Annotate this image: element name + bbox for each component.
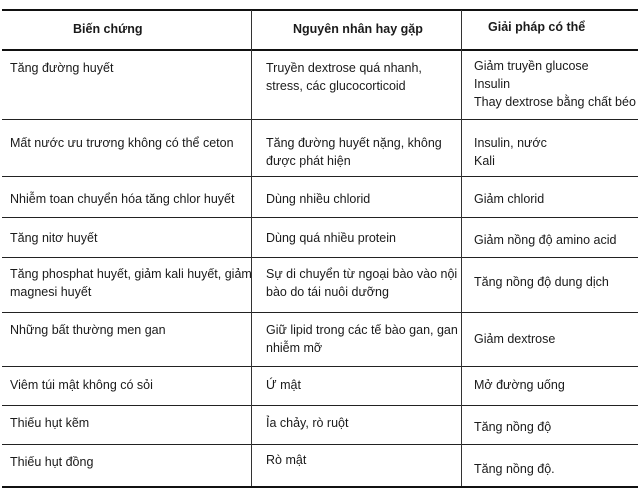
table-top-rule xyxy=(2,9,638,11)
cell-cause: Ỉa chảy, rò ruột xyxy=(266,416,349,430)
cell-solution: Giảm dextrose xyxy=(474,332,556,346)
cell-solution: Giảm nồng độ amino acid xyxy=(474,233,617,247)
cell-cause: Giữ lipid trong các tế bào gan, gan nhiễm mỡ xyxy=(266,323,458,355)
row-rule xyxy=(2,217,638,218)
cell-cause: Ứ mật xyxy=(266,378,301,392)
cell-solution: Giảm truyền glucose Insulin Thay dextrose bằng chất béo xyxy=(474,59,636,109)
cell-complication: Tăng nitơ huyết xyxy=(10,231,98,245)
row-rule xyxy=(2,312,638,313)
cell-cause: Dùng quá nhiều protein xyxy=(266,231,396,245)
cell-complication: Thiếu hụt đồng xyxy=(10,455,94,469)
row-rule xyxy=(2,444,638,445)
cell-complication: Mất nước ưu trương không có thể ceton xyxy=(10,136,234,150)
cell-solution: Mở đường uống xyxy=(474,378,565,392)
cell-cause: Sự di chuyển từ ngoại bào vào nội bào do tái nuôi dưỡng xyxy=(266,267,458,299)
cell-complication: Viêm túi mật không có sỏi xyxy=(10,378,153,392)
cell-cause: Dùng nhiều chlorid xyxy=(266,192,371,206)
header-solution: Giải pháp có thể xyxy=(488,20,586,34)
header-complication: Biến chứng xyxy=(73,22,143,36)
column-divider xyxy=(251,10,252,486)
cell-solution: Giảm chlorid xyxy=(474,192,545,206)
cell-solution: Tăng nồng độ dung dịch xyxy=(474,275,609,289)
cell-cause: Tăng đường huyết nặng, không được phát hiện xyxy=(266,136,442,168)
cell-cause: Truyền dextrose quá nhanh, stress, các glucocorticoid xyxy=(266,61,422,93)
row-rule xyxy=(2,257,638,258)
cell-complication: Những bất thường men gan xyxy=(10,323,166,337)
cell-solution: Tăng nồng độ xyxy=(474,420,552,434)
table-bottom-rule xyxy=(2,486,638,488)
cell-solution: Insulin, nước Kali xyxy=(474,136,547,168)
cell-solution: Tăng nồng độ. xyxy=(474,462,555,476)
row-rule xyxy=(2,405,638,406)
header-cause: Nguyên nhân hay gặp xyxy=(293,22,423,36)
cell-complication: Tăng đường huyết xyxy=(10,61,114,75)
column-divider xyxy=(461,10,462,486)
row-rule xyxy=(2,366,638,367)
header-rule xyxy=(2,49,638,51)
cell-complication: Thiếu hụt kẽm xyxy=(10,416,90,430)
row-rule xyxy=(2,119,638,120)
cell-complication: Nhiễm toan chuyển hóa tăng chlor huyết xyxy=(10,192,235,206)
row-rule xyxy=(2,176,638,177)
cell-complication: Tăng phosphat huyết, giảm kali huyết, giảm magnesi huyết xyxy=(10,267,252,299)
cell-cause: Rò mật xyxy=(266,453,307,467)
